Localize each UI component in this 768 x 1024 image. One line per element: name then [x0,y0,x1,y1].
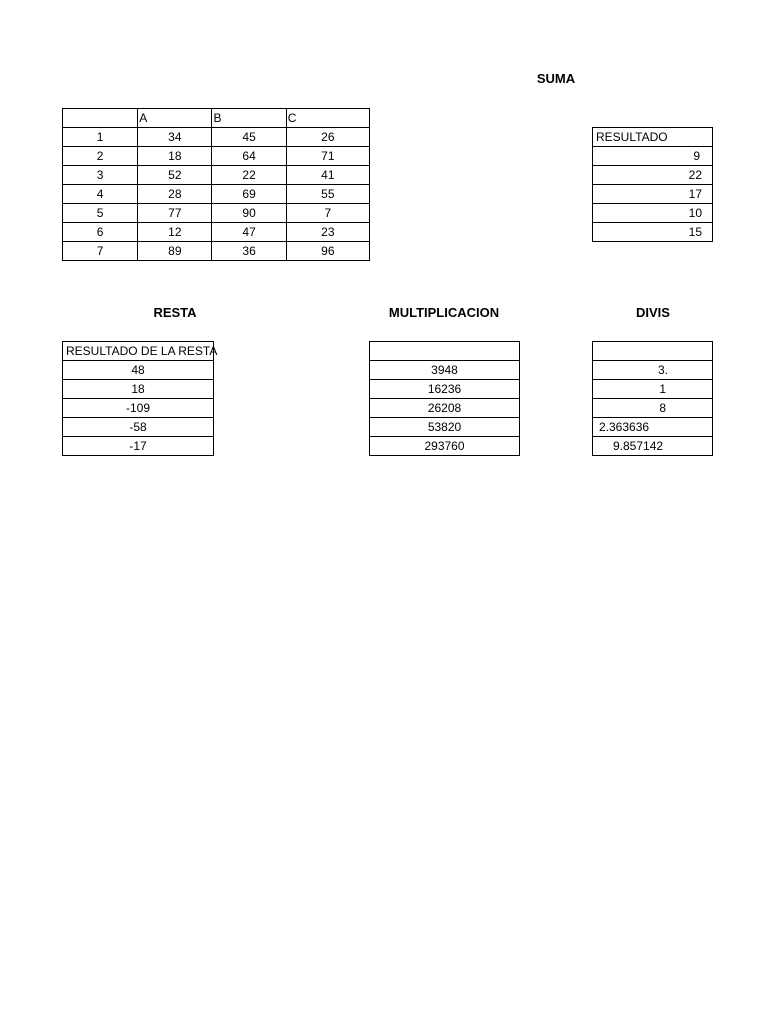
division-value-cell[interactable]: 8 [593,399,713,418]
table-row [63,166,370,185]
resta-table [62,341,218,456]
source-table-header-row [63,109,370,128]
division-table-viewport [592,341,668,461]
suma-value-cell[interactable]: 10 [593,204,713,223]
suma-heading: SUMA [536,71,576,86]
multiplicacion-header-cell[interactable] [370,342,520,361]
division-value-cell[interactable]: 1 [593,380,713,399]
suma-value-cell[interactable]: 17 [593,185,713,204]
value-cell-a[interactable]: 52 [138,166,212,185]
multiplicacion-table [369,341,520,456]
table-row [63,223,370,242]
division-value-cell[interactable]: 2.363636 [593,418,713,437]
multiplicacion-value-cell[interactable]: 53820 [370,418,520,437]
suma-header-cell[interactable]: RESULTADO [593,128,713,147]
value-cell-c[interactable]: 71 [286,147,369,166]
row-index-cell[interactable]: 2 [63,147,138,166]
value-cell-c[interactable]: 7 [286,204,369,223]
resta-heading: RESTA [153,305,197,320]
value-cell-c[interactable]: 26 [286,128,369,147]
multiplicacion-value-cell[interactable]: 26208 [370,399,520,418]
column-header-blank[interactable] [63,109,138,128]
resta-value-cell[interactable]: 18 [63,380,214,399]
column-header-a[interactable]: A [138,109,212,128]
source-table [62,108,370,261]
multiplicacion-heading: MULTIPLICACION [388,305,500,320]
column-header-c[interactable]: C [286,109,369,128]
suma-table-viewport [592,127,702,247]
table-row [63,147,370,166]
division-value-cell[interactable]: 3. [593,361,713,380]
multiplicacion-value-cell[interactable]: 3948 [370,361,520,380]
value-cell-a[interactable]: 12 [138,223,212,242]
resta-value-cell[interactable]: -17 [63,437,214,456]
value-cell-b[interactable]: 69 [212,185,286,204]
row-index-cell[interactable]: 3 [63,166,138,185]
value-cell-b[interactable]: 64 [212,147,286,166]
value-cell-b[interactable]: 36 [212,242,286,261]
row-index-cell[interactable]: 4 [63,185,138,204]
resta-value-cell[interactable]: 48 [63,361,214,380]
value-cell-a[interactable]: 89 [138,242,212,261]
row-index-cell[interactable]: 7 [63,242,138,261]
value-cell-b[interactable]: 22 [212,166,286,185]
value-cell-c[interactable]: 55 [286,185,369,204]
value-cell-c[interactable]: 23 [286,223,369,242]
multiplicacion-value-cell[interactable]: 16236 [370,380,520,399]
division-heading-viewport [636,305,668,323]
table-row [63,128,370,147]
suma-value-cell[interactable]: 15 [593,223,713,242]
value-cell-b[interactable]: 45 [212,128,286,147]
row-index-cell[interactable]: 5 [63,204,138,223]
suma-table [592,127,713,242]
suma-value-cell[interactable]: 22 [593,166,713,185]
division-header-cell[interactable] [593,342,713,361]
table-row [63,242,370,261]
column-header-b[interactable]: B [212,109,286,128]
value-cell-b[interactable]: 90 [212,204,286,223]
value-cell-c[interactable]: 41 [286,166,369,185]
multiplicacion-value-cell[interactable]: 293760 [370,437,520,456]
row-index-cell[interactable]: 1 [63,128,138,147]
resta-value-cell[interactable]: -58 [63,418,214,437]
division-value-cell[interactable]: 9.857142 [593,437,713,456]
suma-value-cell[interactable]: 9 [593,147,713,166]
table-row [63,185,370,204]
value-cell-b[interactable]: 47 [212,223,286,242]
value-cell-a[interactable]: 77 [138,204,212,223]
division-table [592,341,713,456]
resta-value-cell[interactable]: -109 [63,399,214,418]
value-cell-a[interactable]: 34 [138,128,212,147]
division-heading: DIVIS [636,305,670,320]
row-index-cell[interactable]: 6 [63,223,138,242]
value-cell-a[interactable]: 28 [138,185,212,204]
value-cell-a[interactable]: 18 [138,147,212,166]
resta-header-cell[interactable]: RESULTADO DE LA RESTA [63,342,214,361]
value-cell-c[interactable]: 96 [286,242,369,261]
table-row [63,204,370,223]
